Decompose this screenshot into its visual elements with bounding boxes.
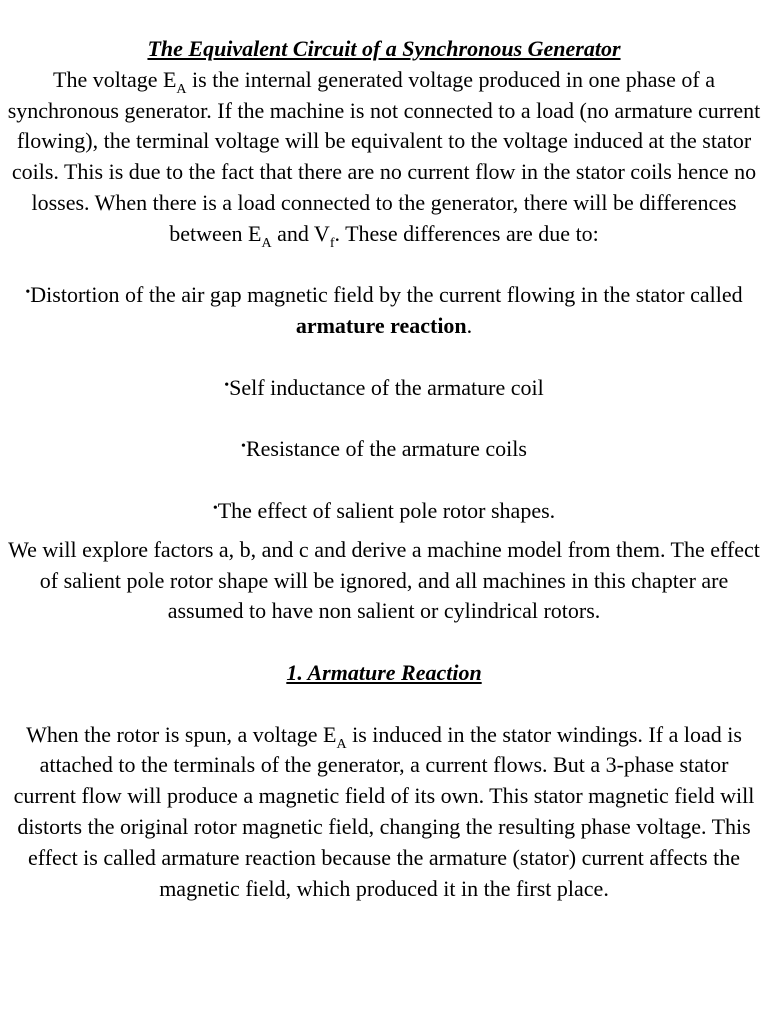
subscript-a: A (261, 235, 272, 251)
spacer (6, 527, 762, 535)
intro-text-2: is the internal generated voltage produced in one phase of a synchronous generator. If the machine is not connected to a load (no armature current flowing), the terminal voltage will be equivalent to the voltage induced at the stator coils. This is due to the fact that there are no current flow in the stator coils hence no losses. When there is a load connected to the generator, there will be differences between E (7, 66, 761, 246)
intro-text-1: The voltage E (53, 66, 177, 92)
bullet-item-salient-pole (6, 496, 762, 527)
intro-text-3: and V (271, 220, 330, 246)
bullet-item-armature-reaction (6, 280, 762, 342)
bullet-item-resistance (6, 434, 762, 465)
bullet-text: Resistance of the armature coils (245, 436, 527, 462)
bullet-icon: • (212, 500, 218, 516)
bullet-icon: • (224, 377, 230, 393)
subscript-a: A (336, 736, 347, 752)
subscript-a: A (176, 81, 187, 97)
bullet-text-end: . (466, 313, 473, 339)
spacer (6, 250, 762, 281)
spacer (6, 342, 762, 373)
spacer (6, 404, 762, 435)
spacer (6, 689, 762, 720)
bullet-text: Self inductance of the armature coil (229, 374, 544, 400)
spacer (6, 627, 762, 658)
intro-paragraph (6, 65, 762, 250)
bullet-text: The effect of salient pole rotor shapes. (217, 497, 556, 523)
bullet-item-self-inductance (6, 373, 762, 404)
subscript-f: f (329, 235, 335, 251)
section-heading-armature-reaction: 1. Armature Reaction (286, 659, 482, 685)
spacer (6, 465, 762, 496)
armature-reaction-paragraph (6, 720, 762, 905)
bullet-bold-term: armature reaction (295, 313, 467, 339)
bullet-icon: • (241, 439, 246, 455)
document-title: The Equivalent Circuit of a Synchronous Generator (147, 36, 621, 61)
section-text-1: When the rotor is spun, a voltage E (26, 721, 337, 747)
bullet-text: Distortion of the air gap magnetic field by the current flowing in the stator called (30, 282, 743, 308)
section-text-2: is induced in the stator windings. If a load is attached to the terminals of the generator, a current flows. But a 3-phase stator current flow will produce a magnetic field of its own. This stator magnetic field will distorts the original rotor magnetic field, changing the resulting phase voltage. This effect is called armature reaction because the armature (stator) current affects the magnetic field, which produced it in the first place. (13, 721, 755, 901)
explore-paragraph: We will explore factors a, b, and c and derive a machine model from them. The effect of salient pole rotor shape will be ignored, and all machines in this chapter are assumed to have non salient or cylindrical rotors. (8, 536, 760, 624)
bullet-icon: • (25, 285, 31, 301)
intro-text-4: . These differences are due to: (334, 220, 599, 246)
